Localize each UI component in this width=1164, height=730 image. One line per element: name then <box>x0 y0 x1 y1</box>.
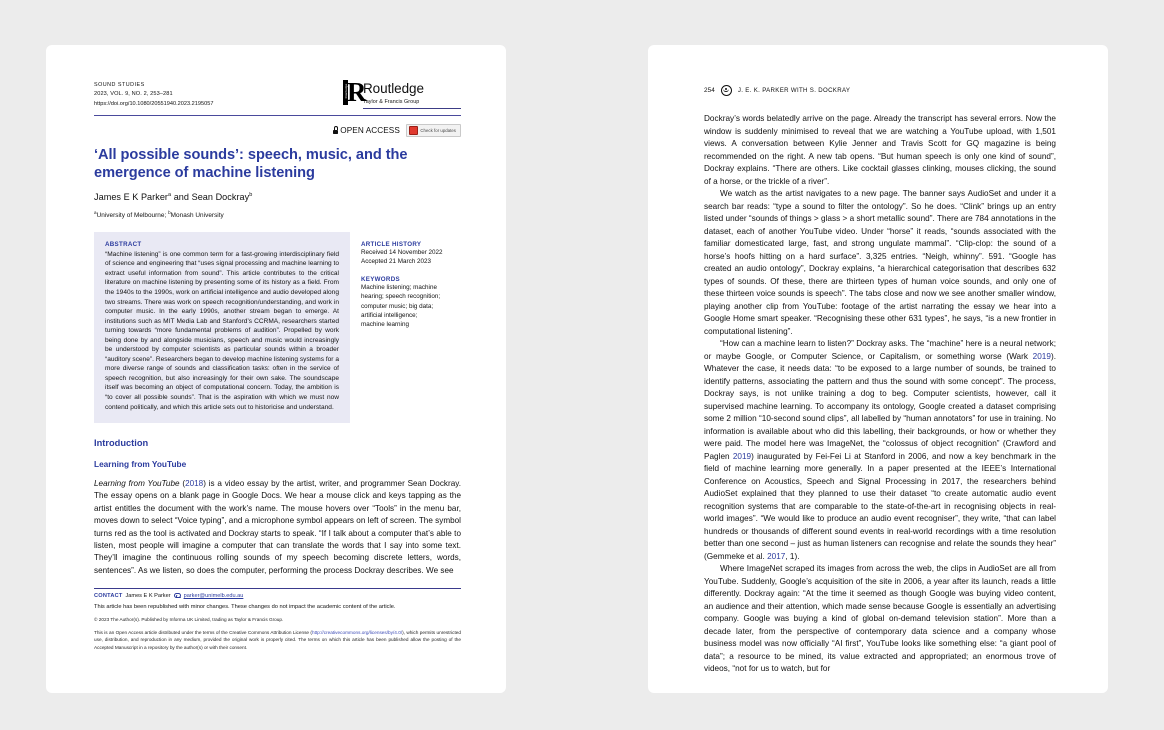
keyword-line-1: Machine listening; machine <box>361 283 437 291</box>
abstract-box <box>94 232 350 423</box>
author-conjunction: and Sean Dockray <box>171 191 250 202</box>
journal-name: SOUND STUDIES <box>94 82 145 88</box>
affil-b: Monash University <box>170 211 224 219</box>
citation-crawford-paglen-2019[interactable]: 2019 <box>732 451 752 461</box>
citation-gemmeke-2017[interactable]: 2017 <box>767 551 786 561</box>
abstract-and-metadata <box>94 232 461 423</box>
section-heading-introduction: Introduction <box>94 438 149 449</box>
masthead <box>94 76 461 110</box>
article-title: ‘All possible sounds’: speech, music, and the emergence of machine listening <box>94 147 408 181</box>
journal-issue: 2023, VOL. 9, NO. 2, 253–281 <box>94 91 173 98</box>
right-paragraph-1: Dockray’s words belatedly arrive on the page. Already the transcript has several errors. Now the window is suddenly minimised to reveal that we are watching a YouTube upload, with 1,501 views. A conversation between Kylie Jenner and Travis Scott for GQ magazine is being recommended on the right. A new tab opens. “But human speech is only one kind of sound”, Dockray explains. “There are others. Like cocktail glasses clinking, mouses clicking, the sound of a horse, or the trickle of a river”. <box>704 114 1056 186</box>
affil-a: University of Melbourne; <box>96 211 169 219</box>
keyword-line-4: artificial intelligence; <box>361 311 418 319</box>
article-accepted-date: Accepted 21 March 2023 <box>361 258 432 266</box>
publisher-tagline: Taylor & Francis Group <box>363 99 420 106</box>
article-metadata-column <box>361 232 461 423</box>
rp3-part1: “How can a machine learn to listen?” Dockray asks. The “machine” here is a neural network; or maybe Google, or Computer Science, or Capitalism, or something worse (Wark <box>704 339 1056 361</box>
contact-label: CONTACT <box>94 592 123 599</box>
check-for-updates-label: Check for updates <box>420 127 456 133</box>
publisher-name: Routledge <box>363 81 424 96</box>
license-url-link[interactable]: http://creativecommons.org/licenses/by/4.0/ <box>311 629 403 635</box>
check-for-updates-badge[interactable] <box>406 124 461 138</box>
running-head-title: J. E. K. PARKER WITH S. DOCKRAY <box>737 87 851 94</box>
masthead-divider <box>94 115 461 116</box>
author-2-affil-mark: b <box>249 191 253 198</box>
affil-mark-a: a <box>94 209 97 215</box>
republished-note: This article has been republished with minor changes. These changes do not impact the academic content of the article. <box>94 603 396 610</box>
subsection-heading-learning-from-youtube: Learning from YouTube <box>94 459 187 470</box>
access-badges <box>94 124 461 138</box>
keywords-heading: KEYWORDS <box>361 275 400 283</box>
copyright-line: © 2023 The Author(s). Published by Informa UK Limited, trading as Taylor & Francis Group. <box>94 616 284 622</box>
author-1: James E K Parker <box>94 191 169 202</box>
page-number: 254 <box>704 87 715 94</box>
crossmark-icon <box>409 126 418 135</box>
journal-info <box>94 79 213 110</box>
journal-doi[interactable]: https://doi.org/10.1080/20551940.2023.2195057 <box>94 100 214 107</box>
email-icon <box>174 593 181 598</box>
license-post: ), which permits unrestricted use, distribution, and reproduction in any medium, provided the original work is properly cited. The terms on which this article has been published allow the posting of the Accepted Manuscript in a repository by the author(s) or with their consent. <box>94 629 461 650</box>
routledge-r-glyph: R <box>347 76 367 107</box>
open-lock-icon <box>333 126 338 134</box>
contact-line <box>94 593 461 599</box>
metadata-spacer <box>361 267 461 276</box>
citation-year-2018[interactable]: 2018 <box>185 479 204 489</box>
routledge-rule <box>363 108 461 109</box>
article-page-right <box>648 45 1108 693</box>
citation-wark-2019[interactable]: 2019 <box>1032 351 1051 361</box>
sound-wave-icon <box>721 85 732 96</box>
right-paragraph-2: We watch as the artist navigates to a new page. The banner says AudioSet and under it a search bar reads: “type a sound to filter the ontology”. So he does. “Clink” brings up an entry listed under “sounds of things > glass > a short metallic sound”. There are 784 annotations in the dataset, each of another YouTube video. Under “horse” it reads, “sounds associated with the familiar domesticated large, fast, and strong ungulate mammal”. “Clip-clop: the sound of a horse’s hoofs hitting on a hard surface”. 3,325 entries. “Neigh, whinny”. 591. “Google has created an audio ontology”, Dockray explains, “a hierarchical categorisation that describes 632 types of sounds. Of these, there are thirteen types of human voice sounds, and only one of these thirteen voice sounds is speech”. The tabs close and now we see another smaller window, playing another clip from YouTube: footage of the artist narrating the essay we hear into a Google Home smart speaker. “Recognising these other 631 types”, he says, “is a new frontier in computational listening”. <box>704 189 1056 336</box>
article-received-date: Received 14 November 2022 <box>361 248 443 256</box>
contact-email[interactable]: parker@unimelb.edu.au <box>183 592 244 599</box>
rp3-part2: ). Whatever the case, it needs data: “to be exposed to a large number of sounds, be trained to identify patterns, associating the pattern and thus the sound with some concept”. The process, Dockray says, is not unlike training a dog to beg. Computer scientists, however, call it supervised machine learning. To accompany its ontology, Google created a dataset comprising some 2 million “10-second sound clips”, all labelled by “human annotators” for use in training. No information is available about who did this labelling, their backgrounds, or how or whether they were paid. The model here was ImageNet, the “colossus of object recognition” (Crawford and Paglen <box>704 351 1056 461</box>
body-paragraph-1-rest: ) is a video essay by the artist, writer, and programmer Sean Dockray. The essay opens on a blank page in Google Docs. We hear a mouse click and keys tapping as the artist entitles the document with the work’s name. The mouse hovers over “Tools” in the menu bar, moves down to select “Voice typing”, and a microphone symbol appears on left of screen. The symbol turns red as the tool is activated and Dockray starts to speak. “If I talk about a computer that’s able to listen, most people will imagine a computer that can translate the words that I say into some text. They’ll imagine the continuous rolling sounds of my speech becoming discrete letters, words, sentences”. As we listen, so does the computer, performing the process Dockray describes. We see <box>94 479 461 575</box>
rp3-part3: ) inaugurated by Fei-Fei Li at Stanford in 2006, and now a key benchmark in the field of machine learning more generally. In a paper presented at the IEEE’s International Conference on Acoustics, Speech and Signal Processing in 2017, the researchers behind AudioSet explained that they planned to use their dataset “to create automatic audio event recognition systems that are comparable to the state-of-the-art in recognising objects in real-world images”. “We would like to produce an audio event recogniser”, they write, “that can label hundreds or thousands of different sound events in real-world recordings with a time resolution better than one second – just as human listeners can recognise and relate the sounds they hear” (Gemmeke et al. <box>704 451 1056 561</box>
author-1-affil-mark: a <box>168 191 172 198</box>
article-page-left <box>46 45 506 693</box>
keyword-line-2: hearing; speech recognition; <box>361 293 441 301</box>
contact-name: James E K Parker <box>125 592 171 599</box>
routledge-logo <box>343 76 461 109</box>
routledge-mark-icon <box>343 76 367 107</box>
right-paragraph-3 <box>704 338 1056 563</box>
keyword-line-5: machine learning <box>361 321 409 329</box>
running-head <box>704 85 1056 96</box>
author-affiliations <box>94 210 461 219</box>
rp3-part4: , 1). <box>785 551 800 561</box>
abstract-heading: ABSTRACT <box>105 240 142 248</box>
affil-mark-b: b <box>168 209 171 215</box>
routledge-wordmark <box>363 80 461 109</box>
routledge-mark-text: Routledge <box>343 83 348 99</box>
keyword-line-3: computer music; big data; <box>361 302 434 310</box>
footnote-divider <box>94 588 461 589</box>
article-authors <box>94 192 461 202</box>
article-history-heading: ARTICLE HISTORY <box>361 240 422 248</box>
right-paragraph-4: Where ImageNet scraped its images from across the web, the clips in AudioSet are all from YouTube. Suddenly, Google’s acquisition of the site in 2006, a year after its launch, reads a little differently. Dockray again: “At the time it seemed as though Google was buying video content, an audience and their attention, which made sense because Google is essentially an advertising company. Google was buying a kind of global on-demand television station”. More than a decade later, from the perspective of contemporary data science and a company whose business model was now officially “AI first”, YouTube looks like something else: “a giant pool of data”; a resource to be mined, its value extracted and appropriated; an enormous trove of videos, “not for us to watch, but for <box>704 564 1056 673</box>
open-access-badge <box>333 126 400 135</box>
license-statement <box>94 629 461 652</box>
body-paragraph-1: Learning from YouTube (2018) is a video essay by the artist, writer, and programmer Sean Dockray. The essay opens on a blank page in Google Docs. We hear a mouse click and keys tapping as the artist entitles the document with the work’s name. The mouse hovers over “Tools” in the menu bar, moves down to select “Voice typing”, and a microphone symbol appears on left of screen. The symbol turns red as the tool is activated and Dockray starts to speak. “If I talk about a computer that’s able to listen, most people will imagine a computer that can translate the words that I say into some text. They’ll imagine the continuous rolling sounds of my speech becoming discrete letters, words, sentences”. As we listen, so does the computer, performing the process Dockray describes. We see <box>94 479 461 575</box>
license-pre: This is an Open Access article distributed under the terms of the Creative Commons Attribution License ( <box>94 629 312 635</box>
open-access-label: OPEN ACCESS <box>340 125 400 135</box>
work-title-italic: Learning from YouTube <box>94 479 180 489</box>
abstract-text: “Machine listening” is one common term for a fast-growing interdisciplinary field of science and engineering that “uses signal processing and machine learning to extract useful information from sound”. This article contributes to the critical literature on machine listening by presenting some of its history as a field. From the 1940s to the 1990s, work on artificial intelligence and audio developed along two streams. There was work on speech recognition/understanding, and work in computer music. In the early 1990s, another stream began to emerge. At institutions such as MIT Media Lab and Stanford’s CCRMA, researchers started turning towards “more fundamental problems of audition”. Propelled by work being done by and alongside musicians, speech and music would increasingly be understood by computer scientists as particular sounds within a broader “auditory scene”. Researchers began to develop machine listening systems for a more diverse range of sounds and classification tasks: often in the service of speech recognition, but also increasingly for their own sake. The soundscape itself was becoming an object of computational concern. Today, the ambition is “to cover all possible sounds”. That is the aspiration with which we must now contend politically, and which this article sets out to historicise and understand. <box>105 250 339 411</box>
